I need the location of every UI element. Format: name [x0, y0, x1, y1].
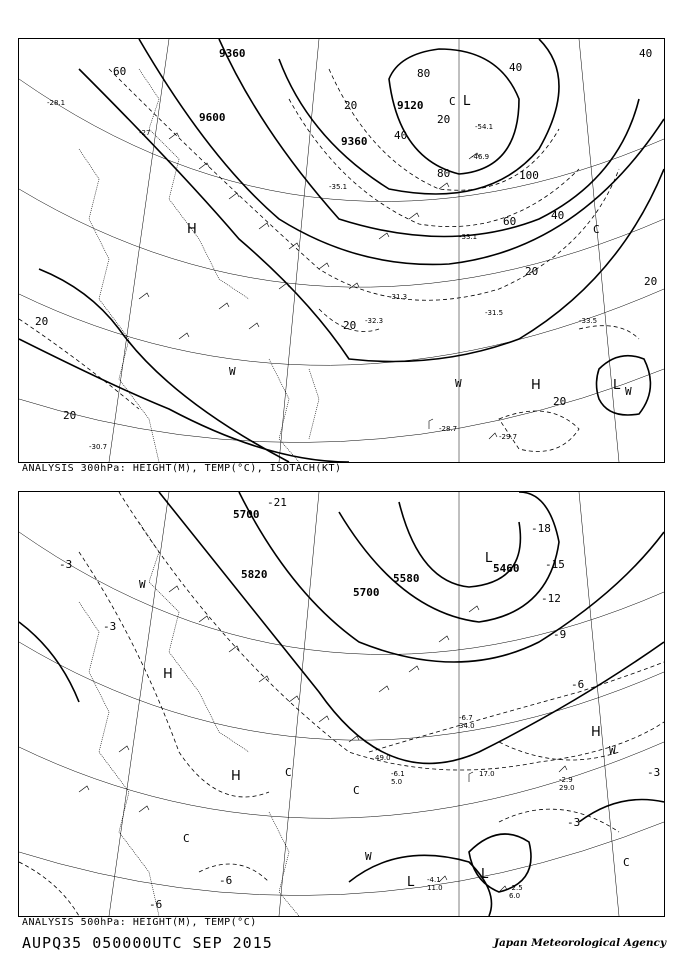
pressure-center: H — [163, 667, 173, 682]
pressure-center: L — [481, 867, 489, 882]
isotach-label: 20 — [344, 99, 358, 112]
temp-label: -32.3 — [365, 317, 384, 325]
isotach-label: 20 — [35, 315, 49, 328]
temp-label: -31.5 — [485, 309, 504, 317]
pressure-center: C — [285, 766, 292, 779]
pressure-center: H — [187, 222, 197, 237]
station-value: 5.0 — [391, 778, 403, 786]
isotach-label: 40 — [551, 209, 565, 222]
station-value: -2.9 — [559, 776, 573, 784]
isotach-labels — [35, 47, 657, 422]
isotach-label: 20 — [644, 275, 658, 288]
height-contours — [19, 39, 664, 462]
temp-label: -31.3 — [389, 293, 408, 301]
height-label: 5700 — [233, 508, 260, 521]
height-label: 9360 — [219, 47, 246, 60]
isotherm-label: -18 — [531, 522, 551, 535]
station-value: 34.0 — [459, 722, 475, 730]
isotach-label: 60 — [113, 65, 127, 78]
isotherm-label: -3 — [647, 766, 661, 779]
isotherm-label: -6 — [571, 678, 585, 691]
pressure-center: H — [231, 769, 241, 784]
station-value: 6.0 — [509, 892, 521, 900]
isotherm-label: -9 — [553, 628, 567, 641]
station-value: 29.0 — [559, 784, 575, 792]
isotherm-label: -12 — [541, 592, 561, 605]
pressure-center: C — [449, 95, 456, 108]
height-value-labels — [199, 47, 424, 148]
temp-label: -27 — [139, 129, 151, 137]
station-value: 11.0 — [427, 884, 443, 892]
chart-caption-300hpa: ANALYSIS 300hPa: HEIGHT(M), TEMP(°C), ISOTACH(KT) — [22, 463, 342, 474]
isotach-label: 60 — [503, 215, 517, 228]
station-value: -2.5 — [509, 884, 523, 892]
isotach-label: 80 — [417, 67, 431, 80]
height-label: 5460 — [493, 562, 520, 575]
isotach-contours — [19, 69, 639, 452]
station-value: -6.7 — [459, 714, 473, 722]
isotach-label: 80 — [437, 167, 451, 180]
temp-label: -30.7 — [89, 443, 108, 451]
station-value: -6.1 — [391, 770, 405, 778]
map-300hpa-canvas — [19, 39, 664, 462]
pressure-center: C — [353, 784, 360, 797]
pressure-center: H — [531, 378, 541, 393]
isotach-label: 20 — [343, 319, 357, 332]
height-label: 9360 — [341, 135, 368, 148]
pressure-center: W — [365, 850, 372, 863]
height-label: 9600 — [199, 111, 226, 124]
temp-label: -33.5 — [579, 317, 598, 325]
pressure-center: W — [139, 578, 146, 591]
isotherm-labels — [59, 496, 660, 911]
temp-label: -46.9 — [471, 153, 490, 161]
pressure-center: L — [485, 551, 493, 566]
temp-label: -35.1 — [329, 183, 348, 191]
temperature-labels — [47, 99, 597, 451]
isotach-label: 40 — [394, 129, 408, 142]
isotherm-label: -21 — [267, 496, 287, 509]
station-value: 49.0 — [375, 754, 391, 762]
isotherm-label: -6 — [219, 874, 233, 887]
height-label: 5700 — [353, 586, 380, 599]
temp-label: -28.1 — [47, 99, 66, 107]
isotach-label: 100 — [519, 169, 539, 182]
isotach-label: 20 — [63, 409, 77, 422]
map-panel-500hpa — [18, 491, 665, 917]
pressure-center: L — [463, 94, 471, 109]
isotherm-label: -15 — [545, 558, 565, 571]
height-label: 9120 — [397, 99, 424, 112]
isotach-label: 40 — [639, 47, 653, 60]
height-contours — [19, 492, 664, 916]
pressure-center: C — [183, 832, 190, 845]
coastline — [79, 69, 319, 462]
pressure-center: C — [623, 856, 630, 869]
pressure-center: L — [407, 875, 415, 890]
temp-label: -54.1 — [475, 123, 494, 131]
coastline — [79, 522, 299, 916]
isotherm-label: -3 — [59, 558, 73, 571]
isotach-label: 20 — [553, 395, 567, 408]
station-value: -4.1 — [427, 876, 441, 884]
pressure-center: W — [455, 377, 462, 390]
height-label: 5820 — [241, 568, 268, 581]
pressure-center: L — [613, 378, 621, 393]
station-value: 17.0 — [479, 770, 495, 778]
pressure-center: W — [229, 365, 236, 378]
isotherm-label: -3 — [567, 816, 581, 829]
station-value-labels — [375, 714, 575, 900]
graticule — [19, 39, 664, 462]
chart-caption-500hpa: ANALYSIS 500hPa: HEIGHT(M), TEMP(°C) — [22, 917, 257, 928]
height-label: 5580 — [393, 572, 420, 585]
pressure-center: C — [593, 223, 600, 236]
isotach-label: 40 — [509, 61, 523, 74]
product-code-and-time: AUPQ35 050000UTC SEP 2015 — [22, 934, 273, 952]
temp-label: -29.7 — [499, 433, 518, 441]
isotach-label: 20 — [437, 113, 451, 126]
isotherm-label: -3 — [103, 620, 117, 633]
temp-label: -33.1 — [459, 233, 478, 241]
agency-credit: Japan Meteorological Agency — [494, 937, 667, 949]
map-panel-300hpa — [18, 38, 665, 463]
isotherm-label: -6 — [149, 898, 163, 911]
pressure-center: H — [591, 725, 601, 740]
pressure-center: W — [609, 744, 616, 757]
pressure-center: W — [625, 385, 632, 398]
temp-label: -28.7 — [439, 425, 458, 433]
map-500hpa-canvas — [19, 492, 664, 916]
isotach-label: 20 — [525, 265, 539, 278]
